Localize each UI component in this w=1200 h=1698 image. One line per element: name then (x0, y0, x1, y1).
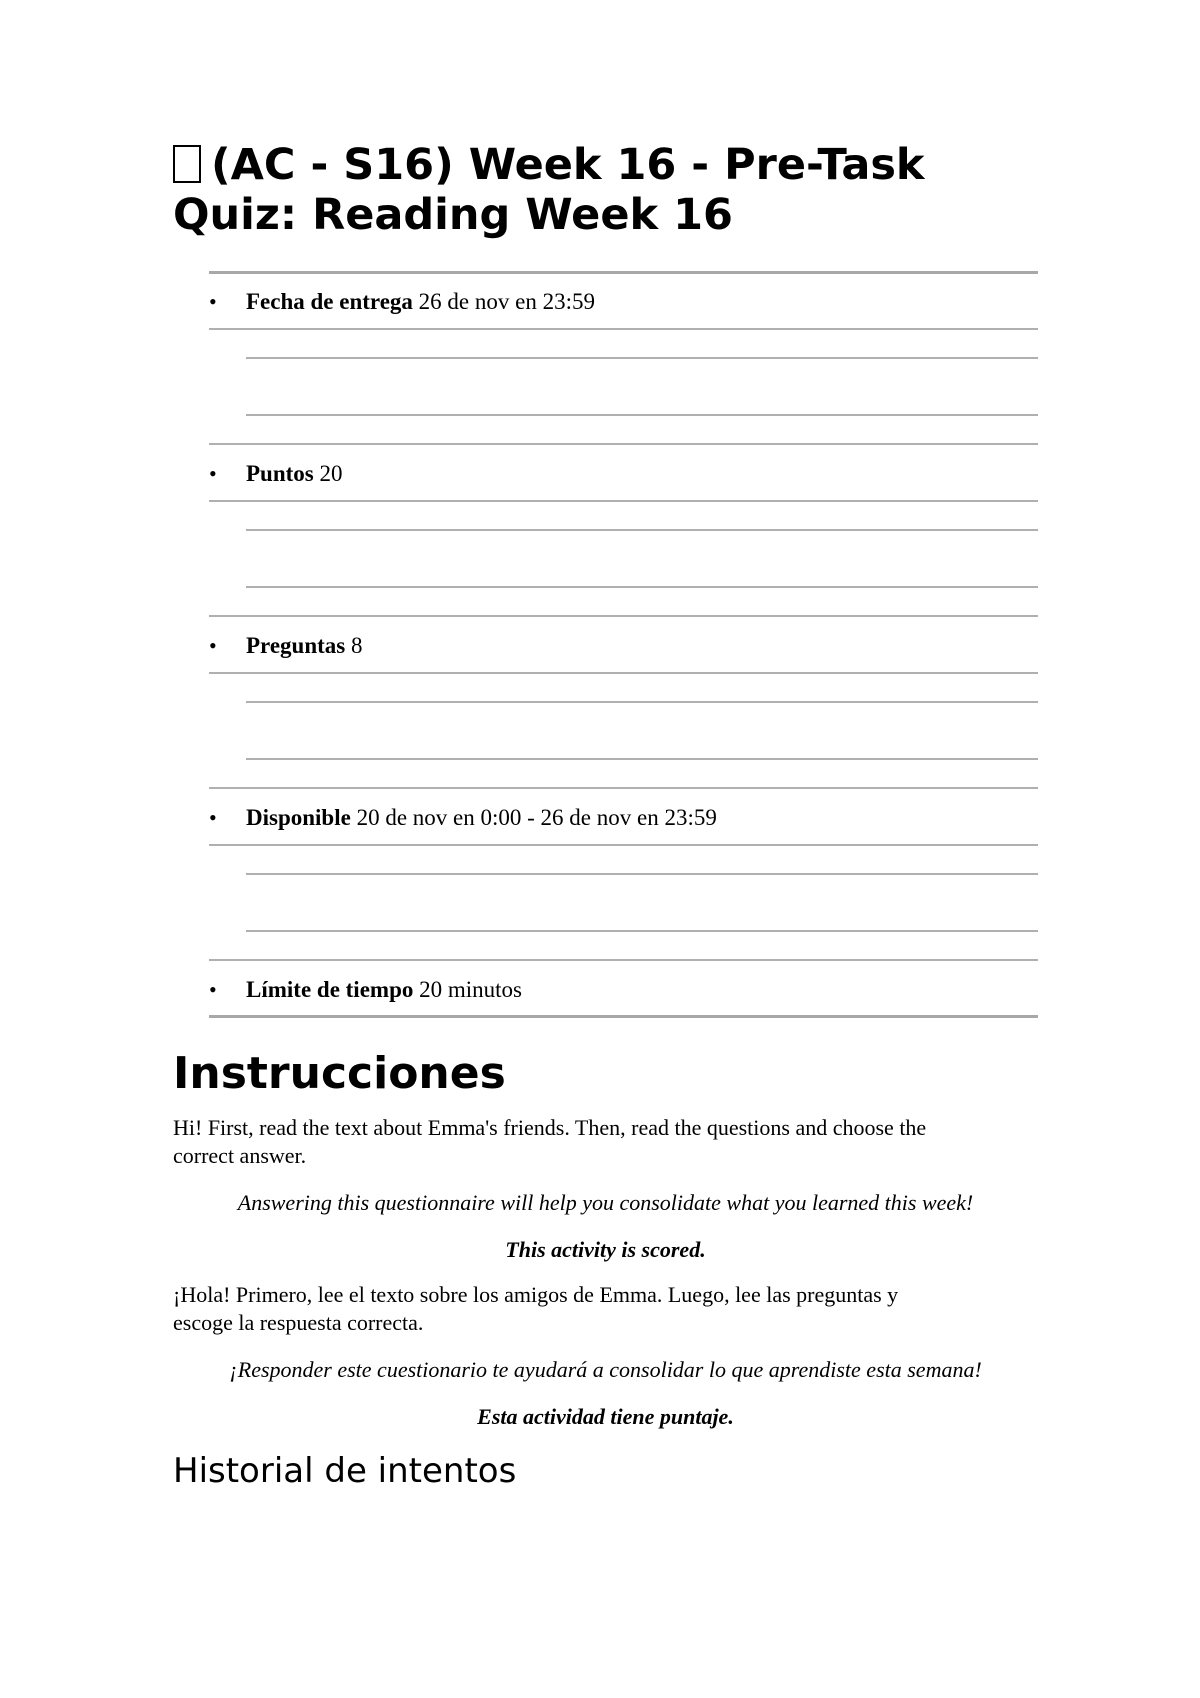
divider (246, 930, 1038, 932)
divider (209, 443, 1038, 445)
detail-label: Fecha de entrega (246, 289, 413, 314)
detail-label: Disponible (246, 805, 351, 830)
divider (246, 701, 1038, 703)
instructions-en-scored: This activity is scored. (505, 1237, 706, 1262)
instructions-es-scored: Esta actividad tiene puntaje. (477, 1404, 734, 1429)
bullet: • (209, 805, 217, 830)
detail-value: 20 de nov en 0:00 - 26 de nov en 23:59 (356, 805, 717, 830)
detail-label: Puntos (246, 461, 314, 486)
instructions-es-intro-line2: escoge la respuesta correcta. (173, 1310, 424, 1335)
instructions-es-motivation: ¡Responder este cuestionario te ayudará a consolidar lo que aprendiste esta semana! (229, 1357, 982, 1382)
divider (246, 357, 1038, 359)
divider (209, 615, 1038, 617)
detail-label: Preguntas (246, 633, 346, 658)
divider (246, 873, 1038, 875)
detail-value: 20 (319, 461, 343, 486)
divider (209, 672, 1038, 674)
detail-value: 8 (351, 633, 363, 658)
divider (246, 758, 1038, 760)
instructions-heading: Instrucciones (173, 1048, 506, 1099)
divider (209, 1015, 1038, 1018)
detail-label: Límite de tiempo (246, 977, 414, 1002)
divider (209, 787, 1038, 789)
divider (209, 959, 1038, 961)
detail-value: 26 de nov en 23:59 (418, 289, 595, 314)
bullet: • (209, 633, 217, 658)
missing-glyph-icon (173, 145, 201, 183)
divider (209, 271, 1038, 274)
divider (209, 500, 1038, 502)
divider (246, 529, 1038, 531)
instructions-es-intro-line1: ¡Hola! Primero, lee el texto sobre los amigos de Emma. Luego, lee las preguntas y (173, 1282, 899, 1307)
instructions-es-intro (173, 1281, 1038, 1337)
bullet: • (209, 977, 217, 1002)
instructions-en-motivation: Answering this questionnaire will help you consolidate what you learned this week! (237, 1190, 974, 1215)
detail-value: 20 minutos (419, 977, 522, 1002)
divider (209, 328, 1038, 330)
bullet: • (209, 461, 217, 486)
divider (209, 844, 1038, 846)
instructions-en-intro (173, 1114, 1038, 1170)
divider (246, 586, 1038, 588)
quiz-title-line1: (AC - S16) Week 16 - Pre-Task (211, 140, 925, 190)
instructions-en-intro-line2: correct answer. (173, 1143, 307, 1168)
attempt-history-heading: Historial de intentos (173, 1451, 517, 1491)
quiz-title-line2: Quiz: Reading Week 16 (173, 190, 733, 240)
quiz-title (173, 140, 1053, 240)
instructions-en-intro-line1: Hi! First, read the text about Emma's friends. Then, read the questions and choose the (173, 1115, 927, 1140)
divider (246, 414, 1038, 416)
bullet: • (209, 289, 217, 314)
